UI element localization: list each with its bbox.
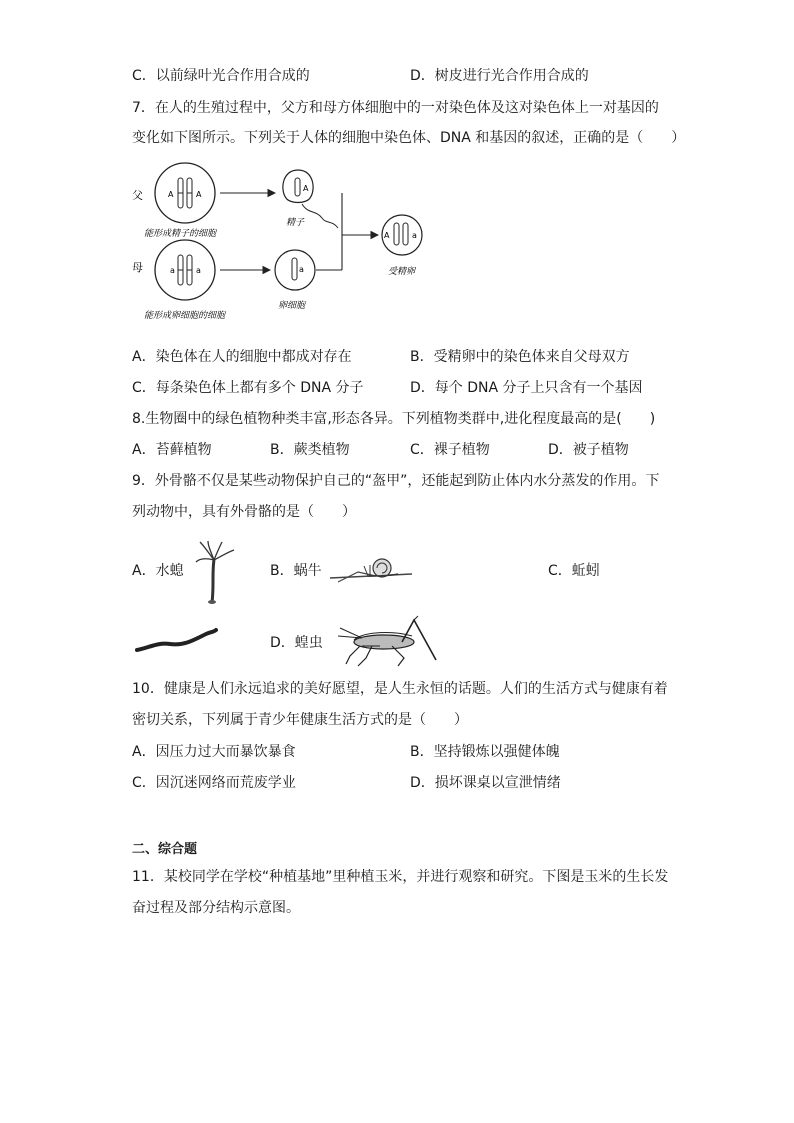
earthworm-illustration (134, 626, 218, 656)
mother-cell-caption: 能形成卵细胞的细胞 (144, 311, 226, 321)
father-cell-caption: 能形成精子的细胞 (144, 229, 217, 239)
q7-option-b: B．受精卵中的染色体来自父母双方 (410, 349, 630, 365)
q10-option-b: B．坚持锻炼以强健体魄 (410, 744, 560, 760)
q8-option-b: B．蕨类植物 (270, 442, 350, 458)
q8-option-d: D．被子植物 (548, 442, 629, 458)
q9-stem-line2: 列动物中，具有外骨骼的是（ ） (132, 504, 356, 520)
q9-option-b: B．蜗牛 (270, 563, 322, 579)
q7-stem-line2: 变化如下图所示。下列关于人体的细胞中染色体、DNA 和基因的叙述，正确的是（ ） (132, 130, 686, 146)
father-cell (155, 163, 215, 223)
q7-option-a: A．染色体在人的细胞中都成对存在 (132, 349, 352, 365)
q9-option-d: D．蝗虫 (270, 635, 323, 651)
q7-option-c: C．每条染色体上都有多个 DNA 分子 (132, 380, 364, 396)
hydra-illustration (190, 540, 240, 604)
snail-illustration (328, 552, 414, 586)
zygote-gene-right: a (412, 231, 417, 240)
zygote-caption: 受精卵 (388, 267, 416, 277)
egg-cell (275, 250, 315, 290)
zygote-cell (382, 215, 422, 255)
mother-gene-left: a (170, 266, 175, 275)
father-label: 父 (132, 189, 143, 202)
locust-illustration (332, 612, 444, 668)
q11-stem-line1: 11．某校同学在学校“种植基地”里种植玉米，并进行观察和研究。下图是玉米的生长发 (132, 869, 669, 885)
mother-label: 母 (132, 261, 143, 274)
zygote-gene-left: A (384, 231, 390, 240)
q9-stem-line1: 9．外骨骼不仅是某些动物保护自己的“盔甲”，还能起到防止体内水分蒸发的作用。下 (132, 473, 660, 489)
q10-option-a: A．因压力过大而暴饮暴食 (132, 744, 296, 760)
q8-option-c: C．裸子植物 (410, 442, 490, 458)
egg-caption: 卵细胞 (278, 301, 306, 311)
q10-option-d: D．损坏课桌以宣泄情绪 (410, 775, 561, 791)
q10-option-c: C．因沉迷网络而荒废学业 (132, 775, 296, 791)
q11-stem-line2: 奋过程及部分结构示意图。 (132, 900, 300, 916)
father-gene-left: A (168, 190, 174, 199)
father-gene-right: A (196, 190, 202, 199)
egg-gene: a (299, 265, 304, 274)
q9-option-a: A．水螅 (132, 563, 184, 579)
q8-stem: 8.生物圈中的绿色植物种类丰富,形态各异。下列植物类群中,进化程度最高的是( ) (132, 411, 656, 427)
mother-cell (155, 240, 215, 300)
mother-gene-right: a (196, 266, 201, 275)
q9-option-c: C．蚯蚓 (548, 563, 600, 579)
sperm-gene: A (303, 184, 309, 193)
q7-option-d: D．每个 DNA 分子上只含有一个基因 (410, 380, 643, 396)
q6-option-d: D．树皮进行光合作用合成的 (410, 68, 589, 84)
q10-stem-line2: 密切关系，下列属于青少年健康生活方式的是（ ） (132, 712, 468, 728)
q8-option-a: A．苔藓植物 (132, 442, 212, 458)
q10-stem-line1: 10．健康是人们永远追求的美好愿望，是人生永恒的话题。人们的生活方式与健康有着 (132, 681, 668, 697)
section-title-comprehensive: 二、综合题 (132, 842, 198, 857)
q6-option-c: C．以前绿叶光合作用合成的 (132, 68, 310, 84)
sperm-caption: 精子 (286, 218, 305, 228)
q7-stem-line1: 7．在人的生殖过程中，父方和母方体细胞中的一对染色体及这对染色体上一对基因的 (132, 100, 659, 116)
q7-figure-chromosome-inheritance (130, 160, 470, 325)
